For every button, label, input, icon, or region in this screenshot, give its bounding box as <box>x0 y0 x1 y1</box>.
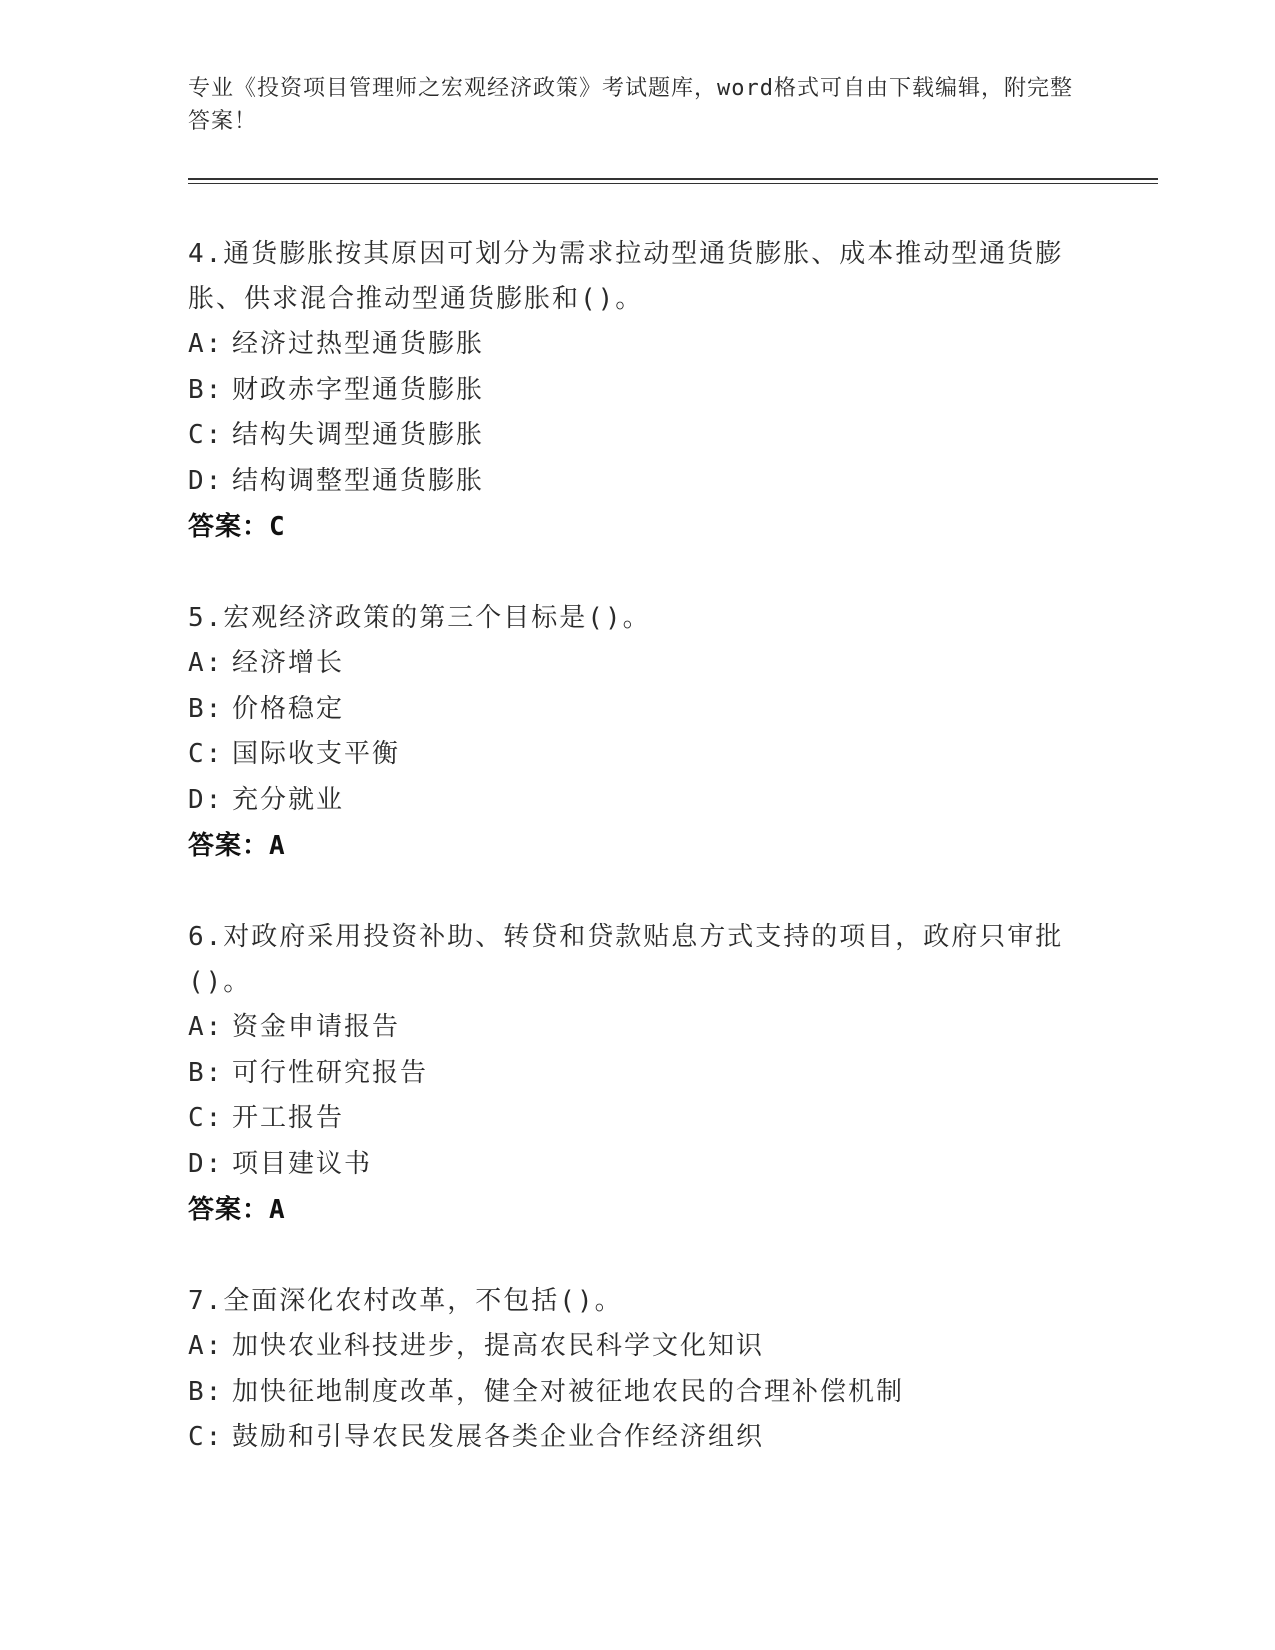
option-text: 加快农业科技进步，提高农民科学文化知识 <box>232 1331 765 1361</box>
option-label: C: <box>188 420 224 450</box>
answer-line: 答案：C <box>188 512 286 542</box>
option-d <box>188 1142 1068 1188</box>
option-text: 鼓励和引导农民发展各类企业合作经济组织 <box>232 1422 765 1452</box>
answer-line: 答案：A <box>188 1195 286 1225</box>
question-stem: 7.全面深化农村改革，不包括()。 <box>188 1286 623 1316</box>
option-text: 经济过热型通货膨胀 <box>232 329 485 359</box>
option-label: B: <box>188 1057 224 1088</box>
option-text: 加快征地制度改革，健全对被征地农民的合理补偿机制 <box>232 1376 905 1407</box>
header-divider <box>188 178 1158 184</box>
option-text: 经济增长 <box>232 648 345 678</box>
option-text: 资金申请报告 <box>232 1012 401 1042</box>
question-list <box>188 232 1068 1507</box>
question-4 <box>188 232 1068 550</box>
option-a <box>188 1324 1068 1370</box>
option-label: A: <box>188 648 224 678</box>
question-7 <box>188 1279 1068 1461</box>
option-text: 开工报告 <box>232 1103 345 1133</box>
question-stem: 5.宏观经济政策的第三个目标是()。 <box>188 603 651 633</box>
question-6 <box>188 915 1068 1233</box>
question-stem: 4.通货膨胀按其原因可划分为需求拉动型通货膨胀、成本推动型通货膨胀、供求混合推动型通货膨胀和()。 <box>188 239 1064 314</box>
option-b <box>188 687 1068 733</box>
option-label: D: <box>188 784 224 815</box>
option-b <box>188 1051 1068 1097</box>
question-5 <box>188 596 1068 869</box>
option-d <box>188 459 1068 505</box>
option-label: A: <box>188 1012 224 1042</box>
option-text: 结构调整型通货膨胀 <box>232 465 485 496</box>
option-text: 项目建议书 <box>232 1148 373 1179</box>
option-c <box>188 413 1068 459</box>
option-d <box>188 778 1068 824</box>
option-text: 可行性研究报告 <box>232 1057 429 1088</box>
option-a <box>188 1005 1068 1051</box>
option-label: A: <box>188 1331 224 1361</box>
option-label: B: <box>188 693 224 724</box>
option-text: 充分就业 <box>232 784 345 815</box>
option-label: A: <box>188 329 224 359</box>
option-label: D: <box>188 1148 224 1179</box>
question-stem: 6.对政府采用投资补助、转贷和贷款贴息方式支持的项目，政府只审批()。 <box>188 922 1064 997</box>
option-text: 财政赤字型通货膨胀 <box>232 374 485 405</box>
option-a <box>188 641 1068 687</box>
option-a <box>188 322 1068 368</box>
option-text: 国际收支平衡 <box>232 739 401 769</box>
option-label: C: <box>188 739 224 769</box>
answer-line: 答案：A <box>188 831 286 861</box>
option-b <box>188 1370 1068 1416</box>
option-c <box>188 732 1068 778</box>
option-text: 结构失调型通货膨胀 <box>232 420 485 450</box>
option-label: C: <box>188 1103 224 1133</box>
option-text: 价格稳定 <box>232 693 345 724</box>
option-label: B: <box>188 1376 224 1407</box>
option-c <box>188 1415 1068 1461</box>
option-c <box>188 1096 1068 1142</box>
document-intro: 专业《投资项目管理师之宏观经济政策》考试题库，word格式可自由下载编辑，附完整答案！ <box>188 76 1073 134</box>
option-label: D: <box>188 465 224 496</box>
option-b <box>188 368 1068 414</box>
option-label: C: <box>188 1422 224 1452</box>
option-label: B: <box>188 374 224 405</box>
